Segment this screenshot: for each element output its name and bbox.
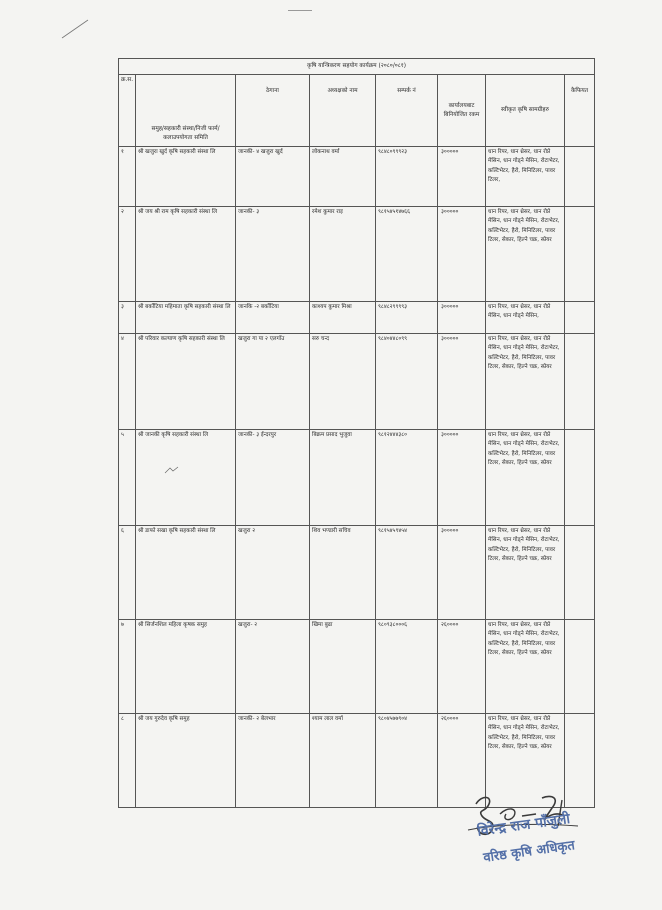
header-org: समुह/सहकारी संस्था/निजी फार्म/कलाउपयोगता समिति bbox=[136, 75, 236, 147]
cell-amount: ३००००० bbox=[438, 430, 486, 526]
cell-equipment: धान रिपर, धान थ्रेसर, धान रोप्ने मेसिन, धान गोड्ने मेसिन, रोटाभेटर, कल्टिभेटर, हैरो, मिनिटिलर, पावर टिलर, सेकार, हिल्ने चक्र, स्प्रेयर bbox=[486, 207, 565, 302]
cell-equipment: धान रिपर, धान थ्रेसर, धान रोप्ने मेसिन, धान गोड्ने मेसिन, रोटाभेटर, कल्टिभेटर, हैरो, मिनिटिलर, पावर टिलर, सेकार, हिल्ने चक्र, स्प्रेयर bbox=[486, 430, 565, 526]
cell-contact: ९८१२४४४३८० bbox=[376, 430, 438, 526]
table-row bbox=[119, 147, 595, 207]
header-sn: क्र.स. bbox=[119, 75, 136, 147]
cell-contact: ९८०९३८०००६ bbox=[376, 620, 438, 714]
table-row bbox=[119, 302, 595, 334]
cell-contact: ९८१५४५९४५४ bbox=[376, 526, 438, 620]
cell-amount: ३००००० bbox=[438, 334, 486, 430]
cell-chair: काश्यप कुमार मिश्रा bbox=[310, 302, 376, 334]
cell-remarks bbox=[565, 334, 595, 430]
cell-address: जानकी- २ बेलभार bbox=[236, 714, 310, 808]
cell-remarks bbox=[565, 620, 595, 714]
cell-sn: ६ bbox=[119, 526, 136, 620]
cell-remarks bbox=[565, 526, 595, 620]
table-row bbox=[119, 207, 595, 302]
cell-equipment: धान रिपर, धान थ्रेसर, धान रोप्ने मेसिन, धान गोड्ने मेसिन, रोटाभेटर, कल्टिभेटर, हैरो, मिनिटिलर, पावर टिलर, सेकार, हिल्ने चक्र, स्प्रेयर bbox=[486, 714, 565, 808]
program-table bbox=[118, 58, 595, 808]
cell-amount: २६०००० bbox=[438, 620, 486, 714]
cell-org-text: श्री जानकी कृषि सहकारी संस्था लि bbox=[138, 432, 209, 438]
cell-chair: रमेश कुमार राइ bbox=[310, 207, 376, 302]
cell-contact: ९८४०४४८०९९ bbox=[376, 334, 438, 430]
cell-address: जानकी- ३ bbox=[236, 207, 310, 302]
header-contact: सम्पर्क नं bbox=[376, 75, 438, 147]
header-amount: कार्यालयबाट बिनियोजित रकम bbox=[438, 75, 486, 147]
cell-amount: २६०००० bbox=[438, 714, 486, 808]
cell-remarks bbox=[565, 430, 595, 526]
table-row bbox=[119, 620, 595, 714]
cell-address: खजुरा गा पा २ एलगाँउ bbox=[236, 334, 310, 430]
cell-address: खजुरा- २ bbox=[236, 620, 310, 714]
cell-contact: ९८०४५७७९०४ bbox=[376, 714, 438, 808]
stamp-designation: वरिष्ठ कृषि अधिकृत bbox=[482, 838, 576, 866]
table-title: कृषि यान्त्रिकरण सहयोग कार्यक्रम (२०८०/०८१) bbox=[119, 59, 595, 75]
header-chair: अध्यक्षको नाम bbox=[310, 75, 376, 147]
header-equipment: स्वीकृत कृषि सामग्रीहरु bbox=[486, 75, 565, 147]
cell-chair: शिव भण्डारी सचिव bbox=[310, 526, 376, 620]
cell-org: श्री जय गुरुदेव कृषि समुह bbox=[136, 714, 236, 808]
cell-contact: ९८४८२९९९९३ bbox=[376, 302, 438, 334]
cell-address: जानकी- ४ खजुरा खुर्द bbox=[236, 147, 310, 207]
cell-address: खजुरा २ bbox=[236, 526, 310, 620]
cell-address: जानकि -२ बर्कोटिया bbox=[236, 302, 310, 334]
cell-contact: ९८४८०९९९२३ bbox=[376, 147, 438, 207]
cell-chair: लोकनाथ वर्मा bbox=[310, 147, 376, 207]
cell-equipment: धान रिपर, धान थ्रेसर, धान रोप्ने मेसिन, धान गोड्ने मेसिन, रोटाभेटर, कल्टिभेटर, हैरो, मिनिटिलर, पावर टिलर, सेकार, हिल्ने चक्र, स्प्रेयर bbox=[486, 526, 565, 620]
table-row bbox=[119, 430, 595, 526]
cell-chair: बिक्रम प्रसाद भुजुवा bbox=[310, 430, 376, 526]
cell-org: श्री डाफो सखा कृषि सहकारी संस्था लि bbox=[136, 526, 236, 620]
cell-equipment: धान रिपर, धान थ्रेसर, धान रोप्ने मेसिन, धान गोड्ने मेसिन, रोटाभेटर, कल्टिभेटर, हैरो, मिनिटिलर, पावर टिलर, सेकार, हिल्ने चक्र, स्प्रेयर bbox=[486, 620, 565, 714]
table-row bbox=[119, 526, 595, 620]
cell-sn: ५ bbox=[119, 430, 136, 526]
cell-contact: ९८१५४५१४७६६ bbox=[376, 207, 438, 302]
cell-remarks bbox=[565, 302, 595, 334]
scan-artifact bbox=[288, 10, 312, 11]
cell-org: श्री खजुरा खुर्द कृषि सहकारी संस्था लि bbox=[136, 147, 236, 207]
cell-sn: ७ bbox=[119, 620, 136, 714]
cell-equipment: धान रिपर, धान थ्रेसर, धान रोप्ने मेसिन, धान गोड्ने मेसिन, रोटाभेटर, कल्टिभेटर, हैरो, मिनिटिलर, पावर टिलर, सेकार, हिल्ने चक्र, स्प्रेयर bbox=[486, 334, 565, 430]
cell-chair: खिमा बुढा bbox=[310, 620, 376, 714]
cell-org bbox=[136, 430, 236, 526]
cell-equipment: धान रिपर, धान थ्रेसर, धान रोप्ने मेसिन, धान गोड्ने मेसिन, रोटाभेटर, कल्टिभेटर, हैरो, मिनिटिलर, पावर टिलर, bbox=[486, 147, 565, 207]
table-header-row bbox=[119, 75, 595, 147]
cell-sn: ८ bbox=[119, 714, 136, 808]
pen-mark bbox=[164, 465, 180, 475]
scan-artifact bbox=[60, 18, 90, 40]
cell-chair: श्याम लाल वर्मा bbox=[310, 714, 376, 808]
cell-org: श्री बर्कोटिया महिमाता कृषि सहकारी संस्था लि bbox=[136, 302, 236, 334]
stamp-name: विरेन्द्र राज पाँजुली bbox=[476, 810, 572, 840]
cell-org: श्री परिवार कल्याण कृषि सहकारी संस्था लि bbox=[136, 334, 236, 430]
table-row bbox=[119, 334, 595, 430]
header-remarks: कैफियत bbox=[565, 75, 595, 147]
header-address: ठेगाना bbox=[236, 75, 310, 147]
cell-sn: ३ bbox=[119, 302, 136, 334]
cell-remarks bbox=[565, 207, 595, 302]
cell-amount: ३००००० bbox=[438, 302, 486, 334]
table-title-row bbox=[119, 59, 595, 75]
cell-address: जानकी- ३ ईन्दरपुर bbox=[236, 430, 310, 526]
cell-org: श्री जय श्री राम कृषि सहकारी संस्था लि bbox=[136, 207, 236, 302]
cell-amount: ३००००० bbox=[438, 207, 486, 302]
cell-sn: १ bbox=[119, 147, 136, 207]
cell-chair: सरु चन्द bbox=[310, 334, 376, 430]
cell-amount: ३००००० bbox=[438, 526, 486, 620]
cell-amount: ३००००० bbox=[438, 147, 486, 207]
cell-org: श्री सिर्जनशिल महिला कृषक समुह bbox=[136, 620, 236, 714]
cell-equipment: धान रिपर, धान थ्रेसर, धान रोप्ने मेसिन, धान गोड्ने मेसिन, bbox=[486, 302, 565, 334]
signature-block bbox=[448, 786, 598, 886]
cell-remarks bbox=[565, 147, 595, 207]
cell-sn: २ bbox=[119, 207, 136, 302]
cell-sn: ४ bbox=[119, 334, 136, 430]
